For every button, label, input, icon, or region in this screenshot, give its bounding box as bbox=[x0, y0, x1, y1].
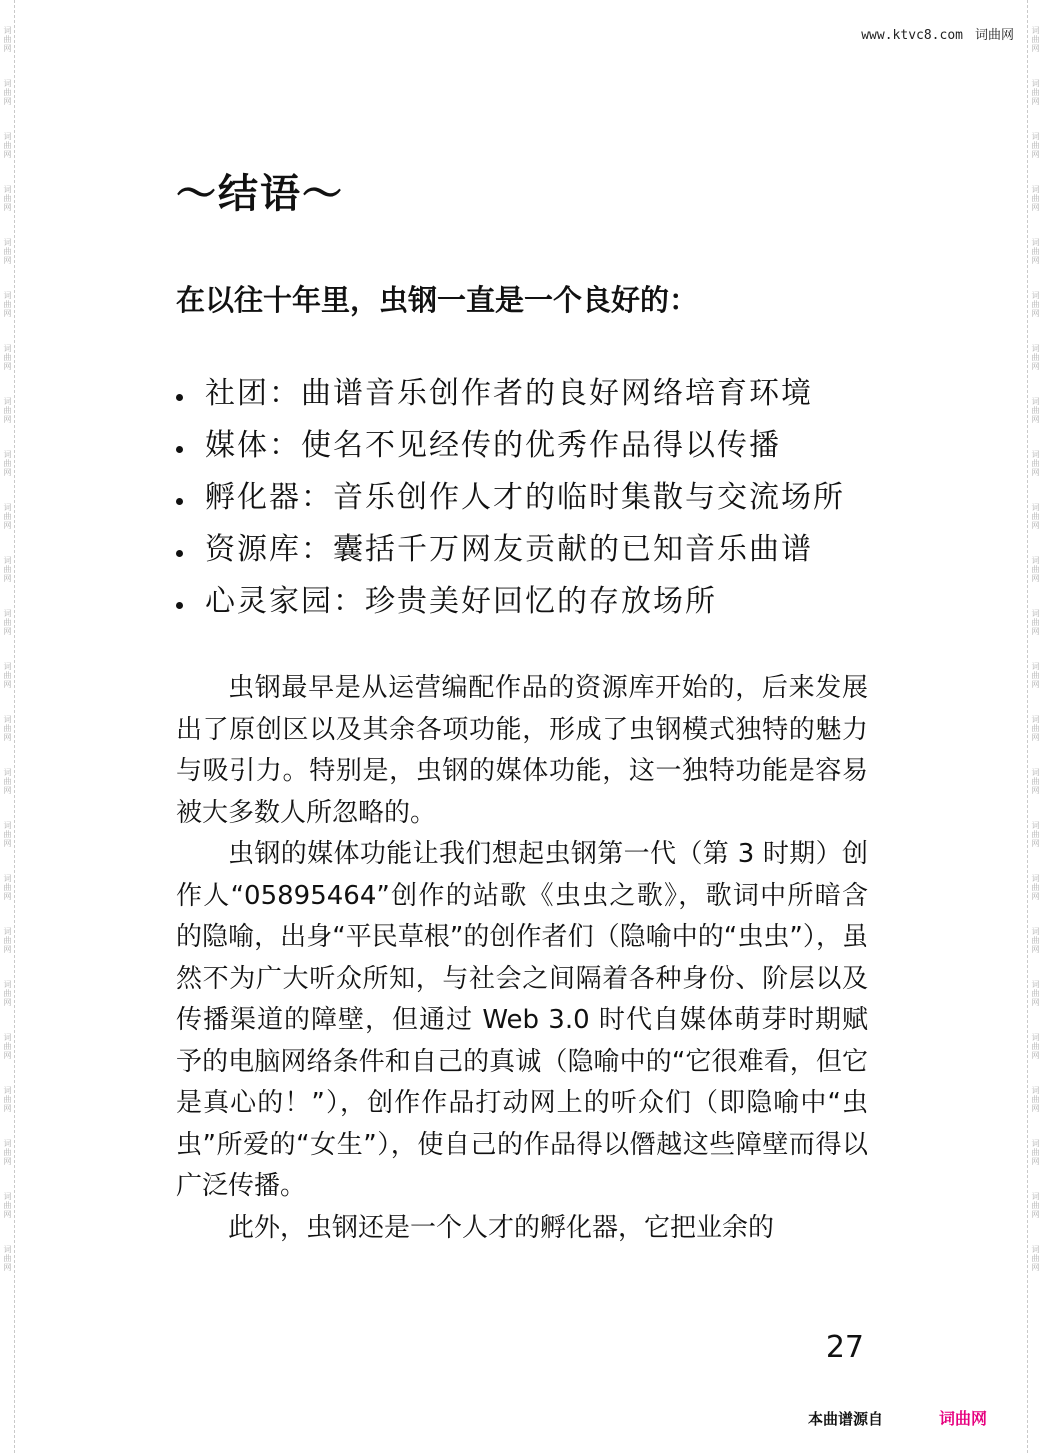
side-watermark: 词曲网 bbox=[3, 291, 12, 318]
side-watermark: 词曲网 bbox=[1031, 238, 1040, 265]
right-watermark-strip bbox=[1027, 0, 1042, 1453]
source-site-name: 词曲网 bbox=[974, 28, 1014, 43]
bullet-dot-icon bbox=[176, 498, 183, 505]
side-watermark: 词曲网 bbox=[3, 1245, 12, 1272]
list-item-text: 资源库：囊括千万网友贡献的已知音乐曲谱 bbox=[205, 532, 813, 567]
list-item bbox=[176, 416, 845, 468]
side-watermark: 词曲网 bbox=[1031, 715, 1040, 742]
bullet-dot-icon bbox=[176, 550, 183, 557]
side-watermark: 词曲网 bbox=[1031, 768, 1040, 795]
role-bullet-list bbox=[176, 364, 845, 624]
side-watermark: 词曲网 bbox=[1031, 556, 1040, 583]
side-watermark: 词曲网 bbox=[3, 768, 12, 795]
side-watermark: 词曲网 bbox=[1031, 1086, 1040, 1113]
side-watermark: 词曲网 bbox=[1031, 397, 1040, 424]
side-watermark: 词曲网 bbox=[1031, 291, 1040, 318]
left-watermark-strip bbox=[0, 0, 15, 1453]
side-watermark: 词曲网 bbox=[1031, 1245, 1040, 1272]
list-item-text: 社团：曲谱音乐创作者的良好网络培育环境 bbox=[205, 376, 813, 411]
side-watermark: 词曲网 bbox=[3, 609, 12, 636]
list-item bbox=[176, 572, 845, 624]
paragraph: 虫钢的媒体功能让我们想起虫钢第一代（第 3 时期）创作人“05895464”创作的站歌《虫虫之歌》，歌词中所暗含的隐喻，出身“平民草根”的创作者们（隐喻中的“虫虫”），虽然不为广大听众所知，与社会之间隔着各种身份、阶层以及传播渠道的障壁，但通过 Web 3.0 时代自媒体萌芽时期赋予的电脑网络条件和自己的真诚（隐喻中的“它很难看，但它是真心的！”），创作作品打动网上的听众们（即隐喻中“虫虫”所爱的“女生”），使自己的作品得以僭越这些障壁而得以广泛传播。 bbox=[176, 839, 868, 1201]
side-watermark: 词曲网 bbox=[1031, 609, 1040, 636]
lead-sentence: 在以往十年里，虫钢一直是一个良好的： bbox=[176, 283, 699, 317]
page-number: 27 bbox=[825, 1330, 864, 1365]
side-watermark: 词曲网 bbox=[3, 556, 12, 583]
side-watermark: 词曲网 bbox=[1031, 662, 1040, 689]
side-watermark: 词曲网 bbox=[1031, 980, 1040, 1007]
side-watermark: 词曲网 bbox=[1031, 26, 1040, 53]
side-watermark: 词曲网 bbox=[3, 132, 12, 159]
side-watermark: 词曲网 bbox=[3, 79, 12, 106]
side-watermark: 词曲网 bbox=[3, 503, 12, 530]
side-watermark: 词曲网 bbox=[3, 1033, 12, 1060]
side-watermark: 词曲网 bbox=[3, 821, 12, 848]
side-watermark: 词曲网 bbox=[3, 450, 12, 477]
side-watermark: 词曲网 bbox=[1031, 185, 1040, 212]
side-watermark: 词曲网 bbox=[3, 715, 12, 742]
list-item bbox=[176, 520, 845, 572]
side-watermark: 词曲网 bbox=[3, 1192, 12, 1219]
section-title: ～结语～ bbox=[176, 170, 344, 217]
side-watermark: 词曲网 bbox=[1031, 1192, 1040, 1219]
bullet-dot-icon bbox=[176, 394, 183, 401]
footer-source bbox=[808, 1406, 987, 1429]
bullet-dot-icon bbox=[176, 602, 183, 609]
side-watermark: 词曲网 bbox=[1031, 874, 1040, 901]
paragraph: 此外，虫钢还是一个人才的孵化器，它把业余的 bbox=[228, 1212, 775, 1243]
side-watermark: 词曲网 bbox=[1031, 79, 1040, 106]
side-watermark: 词曲网 bbox=[3, 874, 12, 901]
side-watermark: 词曲网 bbox=[3, 26, 12, 53]
side-watermark: 词曲网 bbox=[1031, 1139, 1040, 1166]
footer-source-label: 本曲谱源自 bbox=[808, 1410, 884, 1428]
list-item-text: 媒体：使名不见经传的优秀作品得以传播 bbox=[205, 428, 781, 463]
list-item bbox=[176, 468, 845, 520]
side-watermark: 词曲网 bbox=[1031, 503, 1040, 530]
bullet-dot-icon bbox=[176, 446, 183, 453]
header-source bbox=[861, 24, 1014, 43]
side-watermark: 词曲网 bbox=[1031, 1033, 1040, 1060]
side-watermark: 词曲网 bbox=[1031, 344, 1040, 371]
body-text bbox=[176, 668, 868, 1249]
side-watermark: 词曲网 bbox=[1031, 132, 1040, 159]
footer-site-name: 词曲网 bbox=[939, 1409, 988, 1428]
side-watermark: 词曲网 bbox=[1031, 821, 1040, 848]
side-watermark: 词曲网 bbox=[1031, 927, 1040, 954]
side-watermark: 词曲网 bbox=[3, 980, 12, 1007]
side-watermark: 词曲网 bbox=[3, 1139, 12, 1166]
paragraph: 虫钢最早是从运营编配作品的资源库开始的，后来发展出了原创区以及其余各项功能，形成了虫钢模式独特的魅力与吸引力。特别是，虫钢的媒体功能，这一独特功能是容易被大多数人所忽略的。 bbox=[176, 673, 868, 828]
side-watermark: 词曲网 bbox=[3, 1086, 12, 1113]
side-watermark: 词曲网 bbox=[1031, 450, 1040, 477]
source-url-link[interactable]: www.ktvc8.com bbox=[861, 28, 963, 43]
list-item-text: 心灵家园：珍贵美好回忆的存放场所 bbox=[205, 584, 717, 619]
list-item bbox=[176, 364, 845, 416]
side-watermark: 词曲网 bbox=[3, 662, 12, 689]
side-watermark: 词曲网 bbox=[3, 927, 12, 954]
side-watermark: 词曲网 bbox=[3, 185, 12, 212]
side-watermark: 词曲网 bbox=[3, 238, 12, 265]
side-watermark: 词曲网 bbox=[3, 397, 12, 424]
side-watermark: 词曲网 bbox=[3, 344, 12, 371]
list-item-text: 孵化器：音乐创作人才的临时集散与交流场所 bbox=[205, 480, 845, 515]
